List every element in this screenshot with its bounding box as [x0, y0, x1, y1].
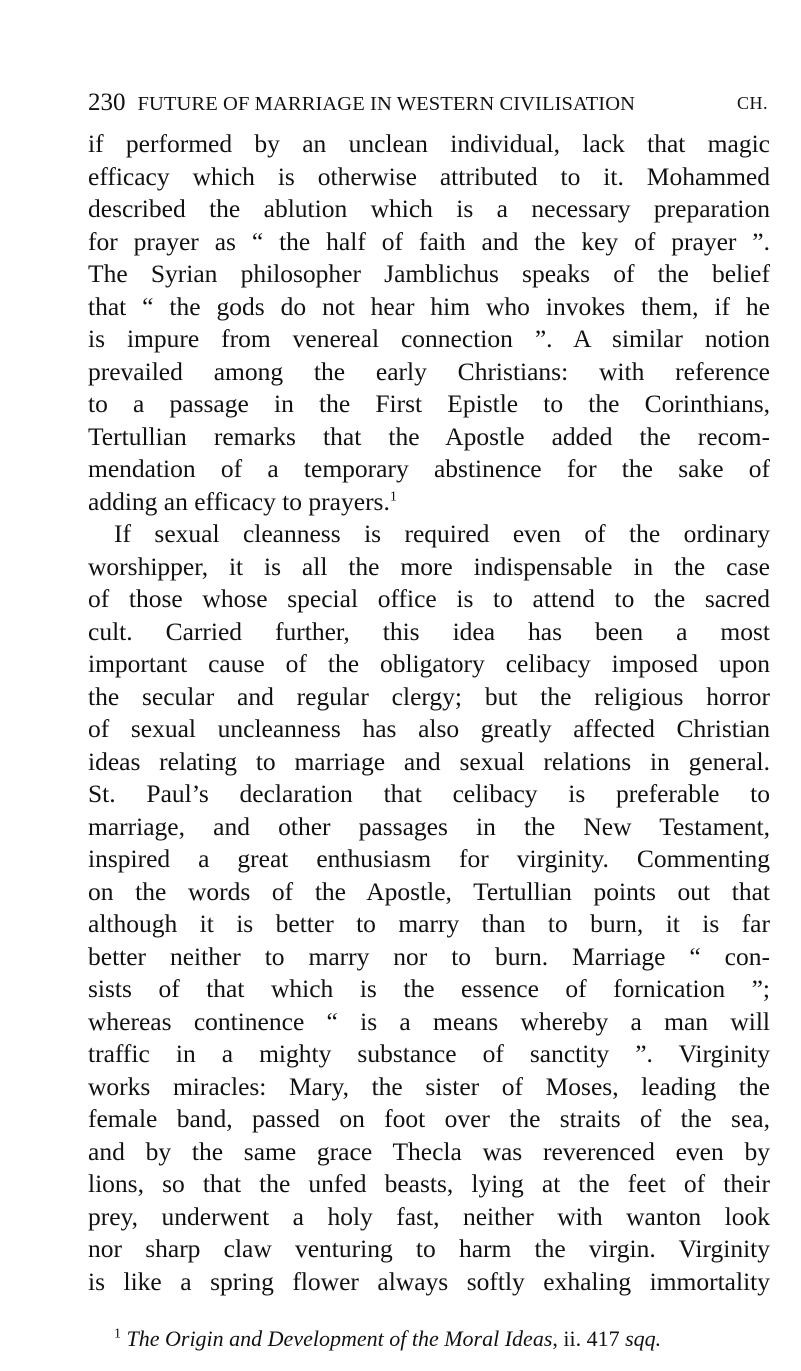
text-line: although it is better to marry than to burn, it is far: [88, 909, 770, 938]
text-line: marriage, and other passages in the New Testament,: [88, 811, 770, 841]
footnote-book-title: The Origin and Development of the Moral Ideas: [126, 1326, 553, 1351]
footnote-reference: , ii. 417: [552, 1326, 626, 1351]
footnote-sqq: sqq.: [625, 1326, 662, 1351]
running-head: [88, 88, 768, 118]
text-line: ideas relating to marriage and sexual relations in general.: [88, 746, 770, 776]
text-line: if performed by an unclean individual, lack that magic: [88, 129, 770, 158]
text-line: is like a spring flower always softly exhaling immortality: [88, 1266, 770, 1296]
text-line: mendation of a temporary abstinence for the sake of: [88, 454, 770, 483]
text-line: the secular and regular clergy; but the religious horror: [88, 681, 770, 711]
text-line: important cause of the obligatory celibacy imposed upon: [88, 649, 770, 678]
footnote-reference-mark: 1: [389, 489, 397, 504]
running-head-chapter: CH.: [736, 93, 768, 113]
page-number: 230: [88, 89, 126, 116]
text-line: worshipper, it is all the more indispensable in the case: [88, 551, 770, 581]
text-line: sists of that which is the essence of fornication ”;: [88, 974, 770, 1003]
text-line: If sexual cleanness is required even of the ordinary: [114, 519, 770, 548]
text-line: of those whose special office is to attend to the sacred: [88, 584, 770, 613]
text-line-content: adding an efficacy to prayers.: [88, 486, 390, 516]
body-text: [88, 128, 770, 1298]
text-line: prey, underwent a holy fast, neither with wanton look: [88, 1201, 770, 1231]
text-line: inspired a great enthusiasm for virginity. Commenting: [88, 844, 770, 873]
text-line: St. Paul’s declaration that celibacy is preferable to: [88, 779, 770, 808]
text-line: cult. Carried further, this idea has been a most: [88, 616, 770, 646]
text-line: better neither to marry nor to burn. Marriage “ con-: [88, 941, 770, 971]
text-line: prevailed among the early Christians: with reference: [88, 356, 770, 386]
text-line: nor sharp claw venturing to harm the virgin. Virginity: [88, 1234, 770, 1263]
running-head-title: FUTURE OF MARRIAGE IN WESTERN CIVILISATION: [137, 93, 636, 115]
text-line: The Syrian philosopher Jamblichus speaks of the belief: [88, 259, 770, 288]
text-line: works miracles: Mary, the sister of Moses, leading the: [88, 1071, 770, 1101]
text-line: efficacy which is otherwise attributed to it. Mohammed: [88, 161, 770, 191]
text-line: whereas continence “ is a means whereby a man will: [88, 1006, 770, 1036]
text-line: of sexual uncleanness has also greatly affected Christian: [88, 714, 770, 743]
text-line: is impure from venereal connection ”. A similar notion: [88, 324, 770, 353]
footnote: [114, 1324, 774, 1354]
text-line: Tertullian remarks that the Apostle added the recom-: [88, 421, 770, 451]
text-line: described the ablution which is a necessary preparation: [88, 194, 770, 223]
text-line: on the words of the Apostle, Tertullian points out that: [88, 876, 770, 906]
text-line: and by the same grace Thecla was reverenced even by: [88, 1136, 770, 1166]
footnote-mark: 1: [114, 1326, 121, 1342]
text-line: that “ the gods do not hear him who invokes them, if he: [88, 291, 770, 321]
text-line: to a passage in the First Epistle to the Corinthians,: [88, 389, 770, 418]
text-line: traffic in a mighty substance of sanctity ”. Virginity: [88, 1039, 770, 1068]
text-line: lions, so that the unfed beasts, lying at the feet of their: [88, 1169, 770, 1198]
text-line: female band, passed on foot over the straits of the sea,: [88, 1104, 770, 1133]
text-line: [88, 486, 770, 519]
text-line: for prayer as “ the half of faith and the key of prayer ”.: [88, 226, 770, 256]
